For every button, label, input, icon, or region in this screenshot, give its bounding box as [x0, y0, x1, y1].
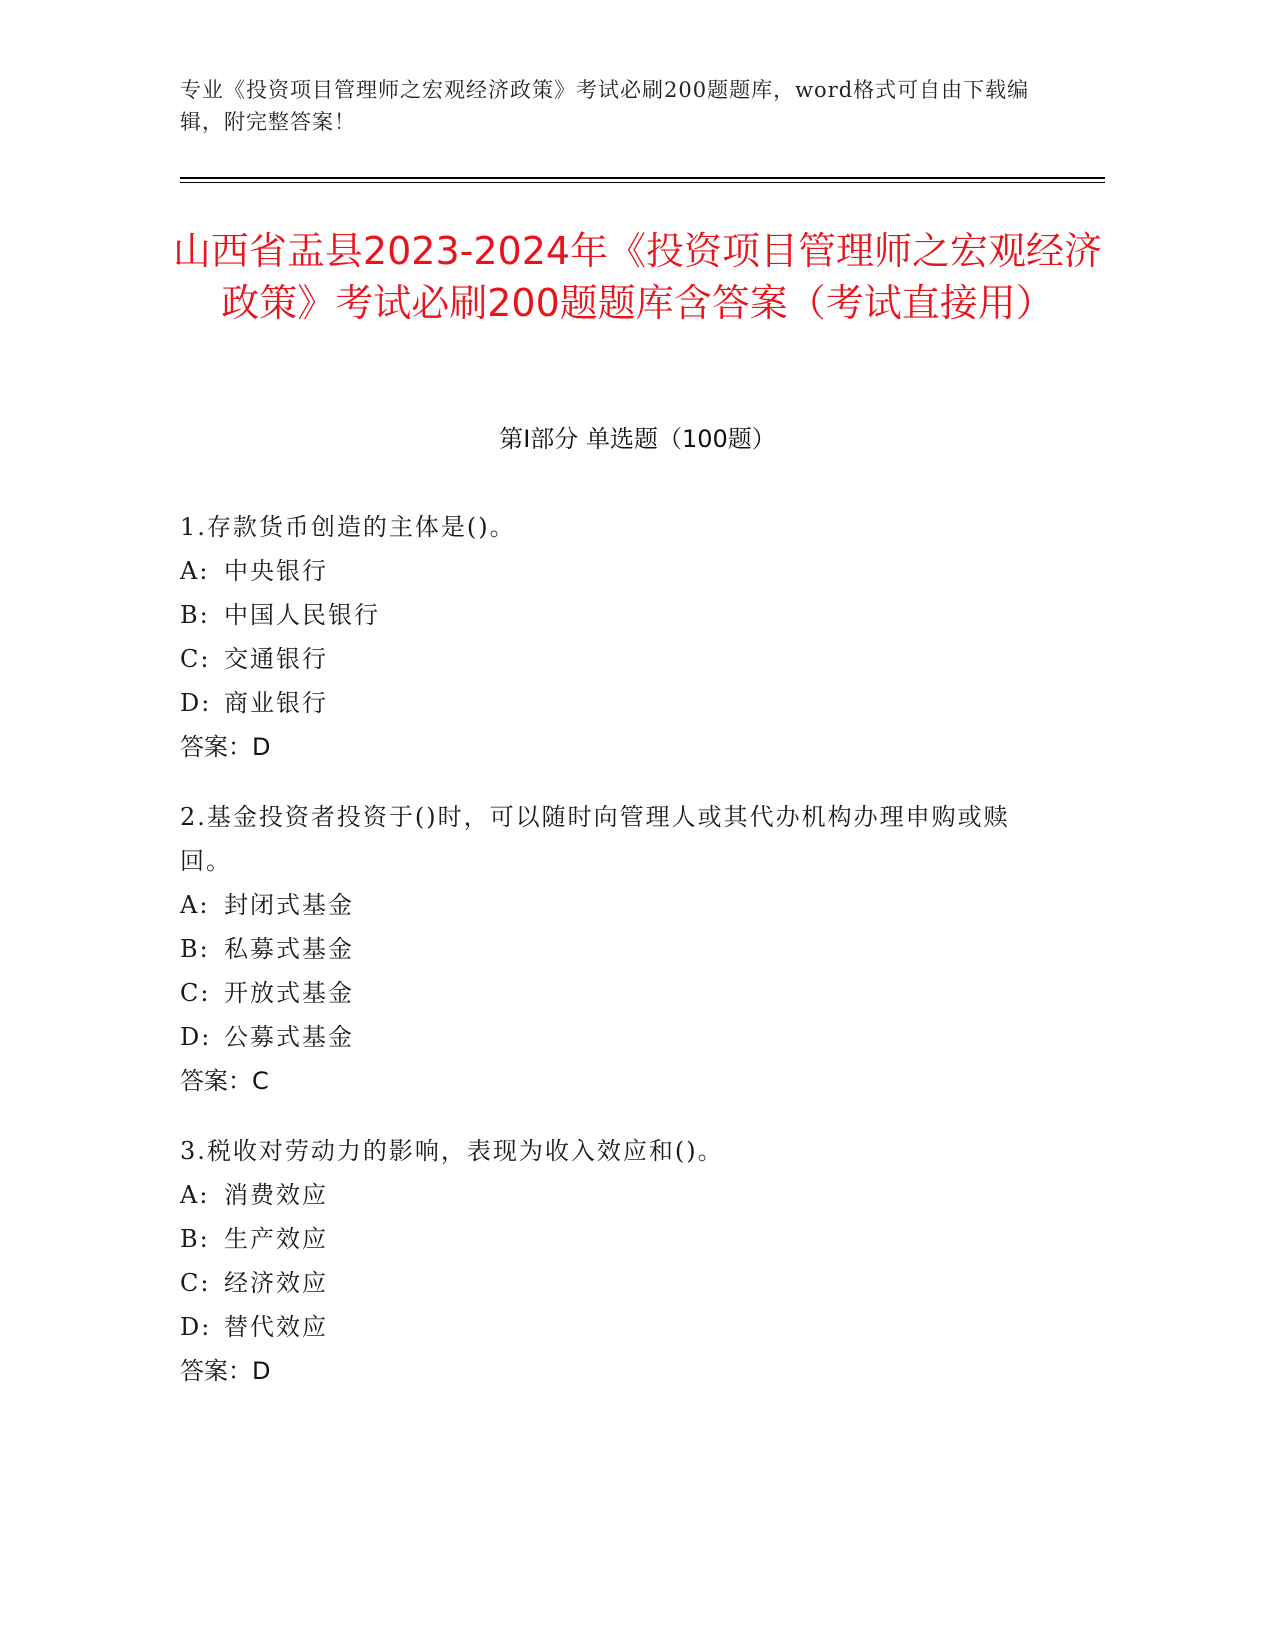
- answer-value: C: [252, 1067, 269, 1095]
- answer-line: [180, 1059, 1040, 1103]
- question-stem: 2.基金投资者投资于()时，可以随时向管理人或其代办机构办理申购或赎回。: [180, 803, 1010, 875]
- option-a: [180, 883, 1040, 927]
- answer-value: D: [252, 733, 271, 761]
- option-a: [180, 1173, 1040, 1217]
- option-key: C:: [180, 1269, 211, 1297]
- option-text: 开放式基金: [224, 979, 354, 1007]
- header-divider-thin: [180, 182, 1105, 183]
- option-key: B:: [180, 1225, 210, 1253]
- option-d: [180, 1015, 1040, 1059]
- option-b: [180, 1217, 1040, 1261]
- option-text: 商业银行: [224, 689, 328, 717]
- option-text: 替代效应: [224, 1313, 328, 1341]
- option-c: [180, 637, 1040, 681]
- document-title: 山西省盂县2023-2024年《投资项目管理师之宏观经济政策》考试必刷200题题库含答案（考试直接用）: [172, 229, 1103, 325]
- question-stem: 1.存款货币创造的主体是()。: [180, 513, 516, 541]
- option-text: 中央银行: [224, 557, 328, 585]
- header-note: 专业《投资项目管理师之宏观经济政策》考试必刷200题题库，word格式可自由下载编辑，附完整答案！: [180, 78, 1030, 134]
- question-1: [180, 505, 1040, 769]
- answer-line: [180, 725, 1040, 769]
- option-text: 私募式基金: [224, 935, 354, 963]
- option-text: 消费效应: [224, 1181, 328, 1209]
- option-key: A:: [180, 891, 210, 919]
- answer-line: [180, 1349, 1040, 1393]
- question-list: [180, 505, 1040, 1419]
- option-text: 经济效应: [224, 1269, 328, 1297]
- answer-label: 答案：: [180, 1067, 252, 1095]
- option-text: 封闭式基金: [224, 891, 354, 919]
- question-stem: 3.税收对劳动力的影响，表现为收入效应和()。: [180, 1137, 724, 1165]
- option-b: [180, 927, 1040, 971]
- option-key: D:: [180, 1313, 212, 1341]
- answer-value: D: [252, 1357, 271, 1385]
- option-text: 生产效应: [224, 1225, 328, 1253]
- option-c: [180, 1261, 1040, 1305]
- section-heading: 第Ⅰ部分 单选题（100题）: [499, 425, 776, 453]
- header-divider: [180, 177, 1105, 179]
- option-b: [180, 593, 1040, 637]
- option-key: B:: [180, 601, 210, 629]
- option-key: A:: [180, 557, 210, 585]
- question-3: [180, 1129, 1040, 1393]
- option-d: [180, 681, 1040, 725]
- option-d: [180, 1305, 1040, 1349]
- option-key: C:: [180, 645, 211, 673]
- option-c: [180, 971, 1040, 1015]
- option-text: 交通银行: [224, 645, 328, 673]
- option-key: D:: [180, 689, 212, 717]
- option-text: 中国人民银行: [224, 601, 380, 629]
- option-a: [180, 549, 1040, 593]
- answer-label: 答案：: [180, 1357, 252, 1385]
- option-key: B:: [180, 935, 210, 963]
- option-key: D:: [180, 1023, 212, 1051]
- option-key: A:: [180, 1181, 210, 1209]
- option-key: C:: [180, 979, 211, 1007]
- option-text: 公募式基金: [224, 1023, 354, 1051]
- answer-label: 答案：: [180, 733, 252, 761]
- question-2: [180, 795, 1040, 1103]
